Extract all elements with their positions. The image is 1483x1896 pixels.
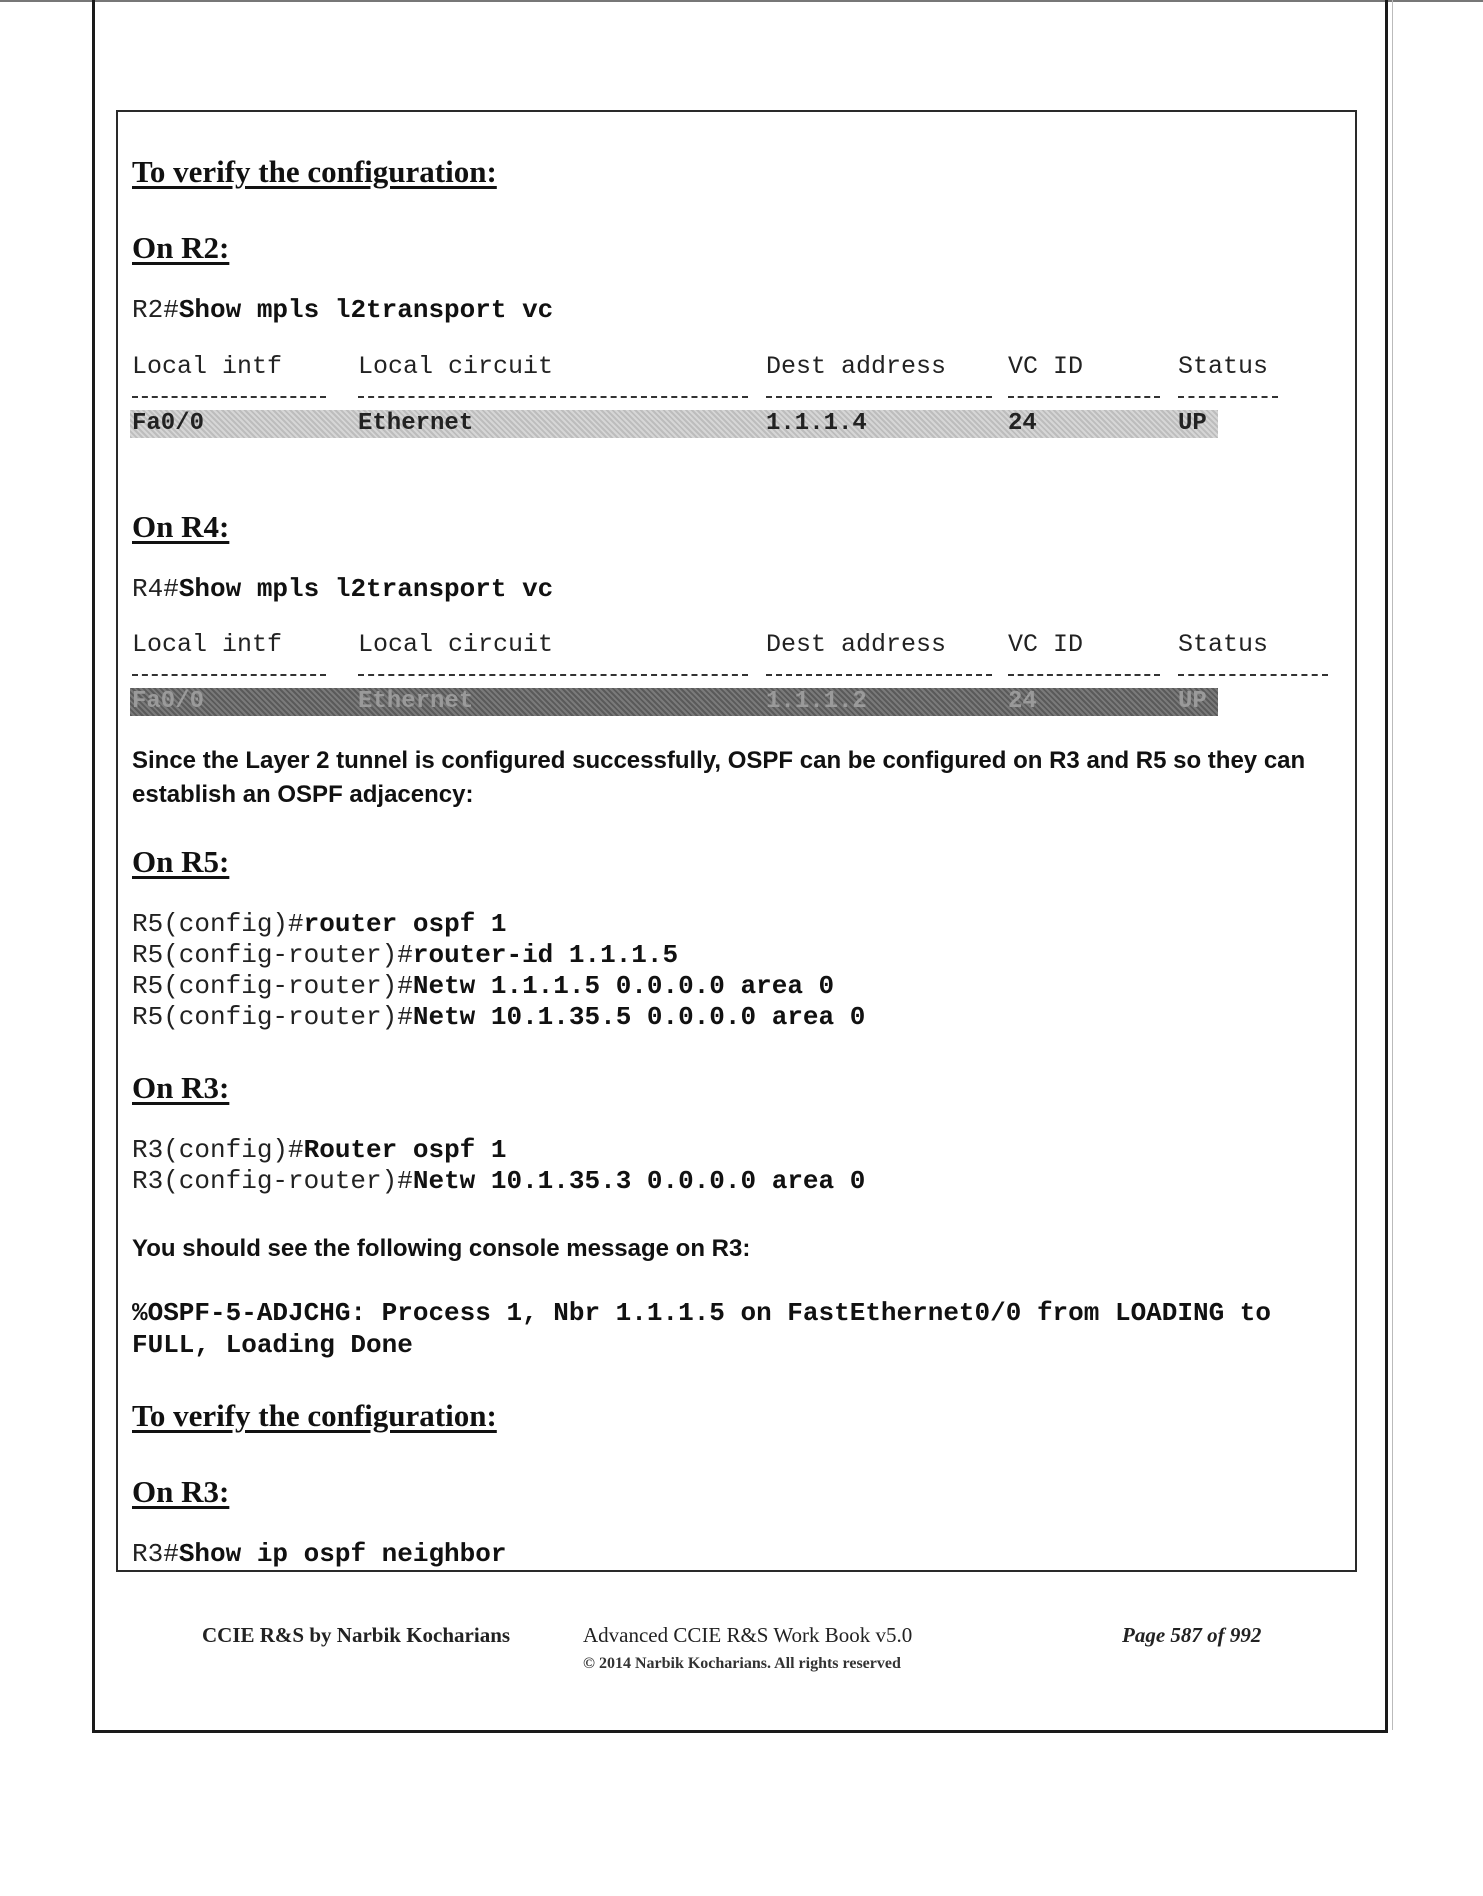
col-status: Status: [1178, 352, 1269, 381]
prompt: R5(config)#: [132, 909, 304, 939]
config-line: [132, 1002, 865, 1032]
r4-command: [132, 574, 553, 604]
col-dest-address: Dest address: [766, 352, 947, 381]
prompt: R5(config-router)#: [132, 940, 413, 970]
dash-rule: [766, 674, 992, 676]
r2-prompt: R2#: [132, 295, 179, 325]
cell-status: UP: [1178, 688, 1207, 715]
content-box: [116, 110, 1357, 1572]
cell-status: UP: [1178, 410, 1207, 437]
col-local-intf: Local intf: [132, 630, 283, 659]
r4-prompt: R4#: [132, 574, 179, 604]
verify-heading-2: To verify the configuration:: [132, 1398, 497, 1433]
config-line: [132, 940, 678, 970]
cmd: Netw 1.1.1.5 0.0.0.0 area 0: [412, 971, 835, 1001]
config-line: [132, 971, 834, 1001]
cell-vcid: 24: [1008, 410, 1037, 437]
r2-command: [132, 295, 553, 325]
col-local-circuit: Local circuit: [358, 352, 554, 381]
prompt: R5(config-router)#: [132, 1002, 413, 1032]
cmd: Netw 10.1.35.3 0.0.0.0 area 0: [412, 1166, 866, 1196]
config-line: [132, 909, 506, 939]
dash-rule: [358, 674, 748, 676]
table-row: [130, 688, 1218, 716]
dash-rule: [1178, 396, 1278, 398]
config-line: [132, 1166, 865, 1196]
prompt: R3(config-router)#: [132, 1166, 413, 1196]
r3b-prompt: R3#: [132, 1539, 179, 1569]
dash-rule: [132, 396, 326, 398]
r3-neighbor-command: [132, 1539, 506, 1569]
prompt: R3(config)#: [132, 1135, 304, 1165]
col-dest-address: Dest address: [766, 630, 947, 659]
footer-author: CCIE R&S by Narbik Kocharians: [202, 1623, 511, 1647]
col-vc-id: VC ID: [1008, 352, 1084, 381]
col-local-intf: Local intf: [132, 352, 283, 381]
paragraph-console: You should see the following console message on R3:: [132, 1235, 751, 1262]
col-vc-id: VC ID: [1008, 630, 1084, 659]
col-local-circuit: Local circuit: [358, 630, 554, 659]
r4-command-text: Show mpls l2transport vc: [178, 574, 554, 604]
prompt: R5(config-router)#: [132, 971, 413, 1001]
cell-dest: 1.1.1.2: [766, 688, 867, 715]
cmd: Router ospf 1: [303, 1135, 507, 1165]
console-message-line1: %OSPF-5-ADJCHG: Process 1, Nbr 1.1.1.5 on FastEthernet0/0 from LOADING to: [132, 1298, 1271, 1328]
dash-rule: [358, 396, 748, 398]
console-message-line2: FULL, Loading Done: [132, 1330, 413, 1360]
paragraph-layer2: Since the Layer 2 tunnel is configured successfully, OSPF can be configured on R3 and R5 so they can establish an OSPF adjacency:: [132, 747, 1306, 808]
config-line: [132, 1135, 506, 1165]
cmd: router-id 1.1.1.5: [412, 940, 679, 970]
r3b-command-text: Show ip ospf neighbor: [178, 1539, 507, 1569]
footer-copyright: © 2014 Narbik Kocharians. All rights reserved: [583, 1655, 901, 1672]
cmd: router ospf 1: [303, 909, 507, 939]
table-row: [130, 410, 1218, 438]
cell-circuit: Ethernet: [358, 410, 474, 437]
footer-page-number: Page 587 of 992: [1122, 1623, 1262, 1647]
r2-heading: On R2:: [132, 230, 230, 265]
r2-command-text: Show mpls l2transport vc: [178, 295, 554, 325]
footer-book-title: Advanced CCIE R&S Work Book v5.0: [583, 1623, 913, 1647]
right-rule: [1392, 0, 1393, 1730]
r5-heading: On R5:: [132, 844, 230, 879]
r3-heading: On R3:: [132, 1070, 230, 1105]
r3b-heading: On R3:: [132, 1474, 230, 1509]
cell-intf: Fa0/0: [132, 688, 205, 715]
dash-rule: [132, 674, 326, 676]
cell-vcid: 24: [1008, 688, 1037, 715]
dash-rule: [1178, 674, 1328, 676]
dash-rule: [766, 396, 992, 398]
col-status: Status: [1178, 630, 1269, 659]
dash-rule: [1008, 396, 1160, 398]
verify-heading-1: To verify the configuration:: [132, 154, 497, 189]
cell-circuit: Ethernet: [358, 688, 474, 715]
cmd: Netw 10.1.35.5 0.0.0.0 area 0: [412, 1002, 866, 1032]
cell-dest: 1.1.1.4: [766, 410, 867, 437]
dash-rule: [1008, 674, 1160, 676]
r4-heading: On R4:: [132, 509, 230, 544]
cell-intf: Fa0/0: [132, 410, 205, 437]
